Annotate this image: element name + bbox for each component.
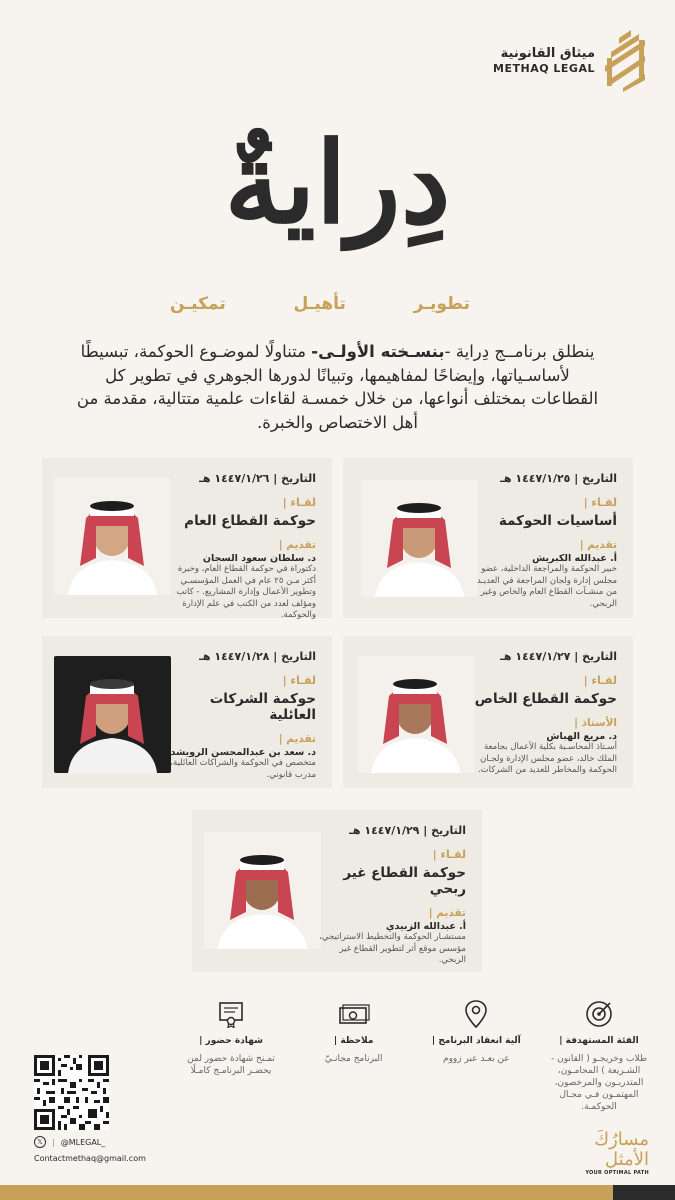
avatar-icon <box>54 656 171 773</box>
pillars <box>170 294 470 314</box>
footer-bar <box>0 1185 675 1200</box>
speaker-role: تقديم | <box>278 733 316 745</box>
session-kind: لقـاء | <box>432 848 466 861</box>
feature-desc: تمـنح شهادة حضور لمن يحضـر البرنامـج كامـلًا <box>187 1054 275 1076</box>
speaker-role: الأستاذ | <box>574 717 617 729</box>
speaker-bio: دكتوراة في حوكمة القطاع العام، وخبرة أكثر مـن ٢٥ عام في العمل المؤسسـي وتطوير الأعمال وإدارة المشاريع. - كاتب ومؤلف لعدد من الكتب في علم الإدارة والحوكمة. <box>176 564 316 620</box>
contact-email[interactable]: Contactmethaq@gmail.com <box>34 1154 146 1163</box>
speaker-photo <box>357 656 474 773</box>
speaker-bio: متخصص في الحوكمة والشراكات العائلية، مدرب قانوني. <box>170 758 316 780</box>
session-topic: حوكمة الشركات العائلية <box>209 691 316 723</box>
feature-title: شهادة حضور | <box>199 1036 263 1046</box>
separator: | <box>52 1137 55 1147</box>
speaker-name: د. مريع الهباش <box>546 731 617 742</box>
brand-logo-icon <box>601 30 647 92</box>
session-card-3 <box>343 636 633 788</box>
session-kind: لقـاء | <box>282 674 316 687</box>
money-icon <box>298 996 410 1032</box>
session-topic: حوكمة القطاع غير ربحي <box>343 865 466 897</box>
session-topic: حوكمة القطاع العام <box>184 513 316 529</box>
feature-title: آلية انعقاد البرنامج | <box>431 1036 521 1046</box>
avatar-icon <box>361 480 478 597</box>
speaker-name: د. سعد بن عبدالمحسن الرويشد <box>170 747 316 758</box>
feature-delivery <box>420 996 532 1113</box>
avatar-icon <box>54 478 171 595</box>
feature-desc: البرنامج مجانـيّ <box>324 1054 383 1064</box>
speaker-role: تقديم | <box>428 907 466 919</box>
speaker-name: د. سلطان سعود السجان <box>202 553 316 564</box>
session-kind: لقـاء | <box>583 674 617 687</box>
session-card-1 <box>343 458 633 618</box>
brand-name-ar: ميثاق القانونية <box>500 46 595 61</box>
social-handle[interactable]: @MLEGAL_ <box>60 1137 106 1147</box>
program-title-wrap <box>0 118 675 249</box>
program-title: دِرايةٌ <box>224 118 451 249</box>
target-icon <box>543 996 655 1032</box>
partner-logo <box>579 1130 649 1176</box>
feature-note <box>298 996 410 1113</box>
speaker-role: تقديم | <box>278 539 316 551</box>
speaker-bio: مستشـار الحوكمة والتخطيط الاستراتيجي، مؤسس موقع أثر لتطوير القطاع غير الربحي. <box>319 932 466 965</box>
feature-title: ملاحظة | <box>333 1036 374 1046</box>
session-topic: أساسيات الحوكمة <box>498 513 617 529</box>
speaker-photo <box>204 832 321 949</box>
partner-name-ar: مسارُكَ الأمثل <box>594 1129 649 1170</box>
speaker-name: أ. عبدالله الكبريش <box>532 553 617 564</box>
avatar-icon <box>204 832 321 949</box>
partner-name-en: YOUR OPTIMAL PATH <box>585 1169 649 1176</box>
intro-bold: بنسـخته الأولـى- <box>311 342 445 361</box>
pillar-empower: تمكيـن <box>170 294 226 314</box>
session-card-5 <box>192 810 482 972</box>
speaker-role: تقديم | <box>579 539 617 551</box>
speaker-bio: أسـتاذ المحاسـبة بكلية الأعمال بجامعة الملك خالد، عضو مجلس الإدارة ولجـان الحوكمة والمخاطر للعديد من الشركات. <box>477 742 617 775</box>
feature-certificate <box>175 996 287 1113</box>
session-info <box>467 674 617 777</box>
brand-block <box>493 30 647 92</box>
pillar-qualify: تأهيـل <box>293 294 346 314</box>
feature-desc: عن بعـد عبر زووم <box>443 1054 510 1064</box>
location-icon <box>420 996 532 1032</box>
intro-part-2: متناولًا لموضـوع الحوكمة، تبسيطًا لأساسـياتها، وإيضاحًا لمفاهيمها، وتبيانًا لدورها الجوهري في تطوير كل القطاعات بمختلف أنواعها، من خلال خمسـة لقاءات علمية متتالية، مقدمة من أهل الاختصاص والخبرة. <box>76 342 599 432</box>
session-card-4 <box>42 636 332 788</box>
session-info <box>467 496 617 610</box>
feature-desc: طلاب وخريجـو ( القانون - الشـريعة ) المحامـون، المتدربـون والمرخصون، المهتمـون فـي مجـال الحوكمـة. <box>551 1054 647 1112</box>
speaker-bio: خبير الحوكمة والمراجعة الداخلية، عضو مجلس إدارة ولجان المراجعة في العديـد من منشـآت القطاع العام والخاص وغير الربحي. <box>476 564 617 609</box>
session-info <box>166 674 316 781</box>
session-info <box>166 496 316 622</box>
session-date: التاريخ | ١٤٤٧/١/٢٥ هـ <box>500 472 617 485</box>
speaker-name: أ. عبدالله الزبيدي <box>385 921 466 932</box>
speaker-photo <box>54 478 171 595</box>
qr-code-icon[interactable] <box>34 1055 109 1130</box>
certificate-icon <box>175 996 287 1032</box>
speaker-photo <box>54 656 171 773</box>
feature-title: الفئة المستهدفة | <box>559 1036 639 1046</box>
avatar-icon <box>357 656 474 773</box>
intro-paragraph <box>70 340 605 434</box>
pillar-develop: تطويـر <box>413 294 470 314</box>
session-topic: حوكمة القطاع الخاص <box>474 691 617 707</box>
session-kind: لقـاء | <box>282 496 316 509</box>
social-handle-row[interactable] <box>34 1136 105 1148</box>
session-date: التاريخ | ١٤٤٧/١/٢٨ هـ <box>199 650 316 663</box>
session-date: التاريخ | ١٤٤٧/١/٢٧ هـ <box>500 650 617 663</box>
feature-target-audience <box>543 996 655 1113</box>
session-date: التاريخ | ١٤٤٧/١/٢٦ هـ <box>199 472 316 485</box>
session-date: التاريخ | ١٤٤٧/١/٢٩ هـ <box>349 824 466 837</box>
session-info <box>316 848 466 967</box>
program-features <box>175 996 655 1113</box>
speaker-photo <box>361 480 478 597</box>
session-card-2 <box>42 458 332 618</box>
intro-part-1: ينطلق برنامــج دِراية - <box>444 342 595 361</box>
x-social-icon[interactable]: 𝕏 <box>34 1136 46 1148</box>
footer-accent <box>613 1185 675 1200</box>
brand-name-en: METHAQ LEGAL <box>493 62 595 76</box>
session-kind: لقـاء | <box>583 496 617 509</box>
